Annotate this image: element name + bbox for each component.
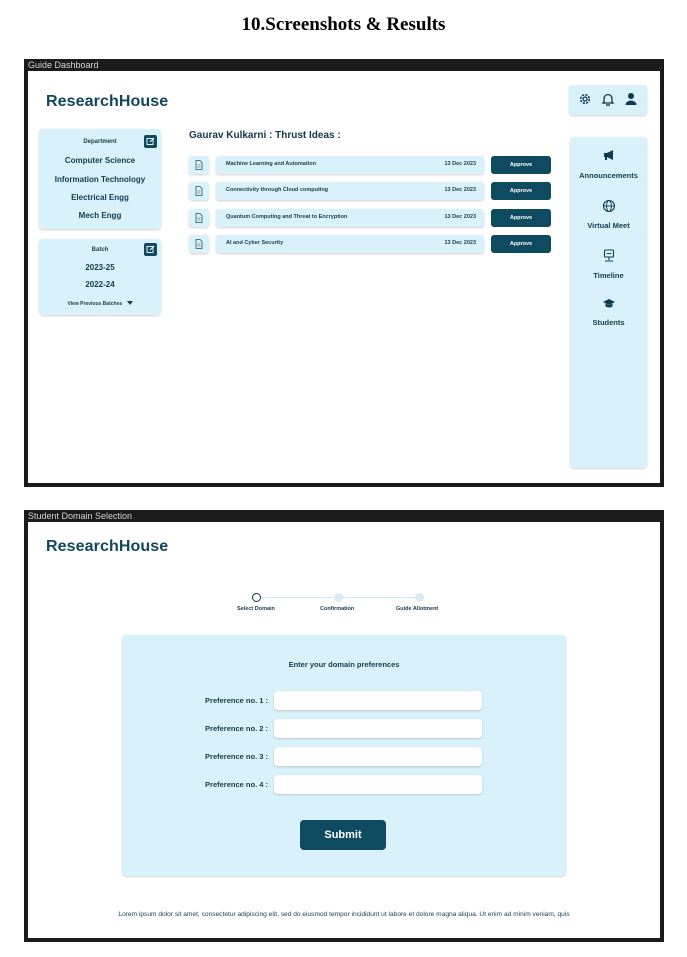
window-label: Guide Dashboard xyxy=(28,60,99,70)
step-dot[interactable] xyxy=(334,593,343,602)
preference-label: Preference no. 1 : xyxy=(205,696,268,705)
department-item[interactable]: Mech Engg xyxy=(78,211,122,220)
department-item[interactable]: Electrical Engg xyxy=(71,193,129,202)
view-previous-batches[interactable] xyxy=(39,301,161,307)
nav-label: Virtual Meet xyxy=(587,221,630,230)
preferences-panel xyxy=(122,635,566,876)
domain-selection-window xyxy=(24,510,664,942)
idea-date: 13 Dec 2023 xyxy=(444,240,476,246)
domain-canvas xyxy=(28,522,660,938)
window-label: Student Domain Selection xyxy=(28,511,133,521)
step-label: Select Domain xyxy=(237,606,275,612)
guide-dashboard-window xyxy=(24,59,664,487)
idea-date: 13 Dec 2023 xyxy=(444,187,476,193)
idea-date: 13 Dec 2023 xyxy=(444,214,476,220)
document-icon xyxy=(195,213,203,223)
step-label: Guide Allotment xyxy=(396,606,439,612)
document-icon-button[interactable] xyxy=(189,156,209,174)
department-item[interactable]: Computer Science xyxy=(64,156,136,165)
preferences-prompt: Enter your domain preferences xyxy=(288,660,400,669)
gear-icon[interactable] xyxy=(578,92,592,106)
department-panel xyxy=(39,129,161,229)
document-icon xyxy=(195,186,203,196)
document-icon-button[interactable] xyxy=(189,235,209,253)
batch-title: Batch xyxy=(91,247,109,253)
preference-input-3[interactable] xyxy=(274,747,482,766)
preference-input-4[interactable] xyxy=(274,775,482,794)
logo[interactable]: ResearchHouse xyxy=(46,538,169,555)
logo[interactable]: ResearchHouse xyxy=(46,93,169,110)
ideas-heading: Gaurav Kulkarni : Thrust Ideas : xyxy=(189,130,341,141)
nav-students[interactable] xyxy=(570,295,647,335)
globe-icon xyxy=(602,199,616,213)
nav-announcements[interactable] xyxy=(570,145,647,185)
chevron-down-icon xyxy=(127,301,133,305)
top-actions-panel xyxy=(569,85,647,115)
idea-bar[interactable] xyxy=(216,235,484,253)
edit-department-button[interactable] xyxy=(144,135,157,148)
document-icon xyxy=(195,160,203,170)
idea-bar[interactable] xyxy=(216,182,484,200)
footer-text: Lorem ipsum dolor sit amet, consectetur adipiscing elit, sed do eiusmod tempor incididunt ut labore et dolore magna aliqua. Ut enim ad minim veniam, quis xyxy=(118,911,570,918)
document-icon xyxy=(195,239,203,249)
step-connector xyxy=(342,597,418,598)
preference-label: Preference no. 4 : xyxy=(205,780,268,789)
department-title: Department xyxy=(83,139,117,145)
idea-title: AI and Cyber Security xyxy=(226,240,284,246)
submit-button[interactable]: Submit xyxy=(300,820,386,850)
nav-timeline[interactable] xyxy=(570,245,647,285)
preference-label: Preference no. 2 : xyxy=(205,724,268,733)
bell-icon[interactable] xyxy=(601,92,615,106)
idea-title: Connectivity through Cloud computing xyxy=(226,187,329,193)
step-connector xyxy=(261,597,338,598)
nav-label: Announcements xyxy=(579,171,638,180)
idea-title: Machine Learning and Automation xyxy=(226,161,316,167)
department-item[interactable]: Information Technology xyxy=(54,175,146,184)
megaphone-icon xyxy=(602,149,616,161)
step-dot[interactable] xyxy=(415,593,424,602)
document-icon-button[interactable] xyxy=(189,209,209,227)
preference-input-1[interactable] xyxy=(274,691,482,710)
idea-title: Quantum Computing and Threat to Encryption xyxy=(226,214,348,220)
right-nav-panel xyxy=(570,137,647,468)
edit-batch-button[interactable] xyxy=(144,243,157,256)
preference-input-2[interactable] xyxy=(274,719,482,738)
approve-button[interactable]: Approve xyxy=(491,182,551,200)
step-label: Confirmation xyxy=(320,606,355,612)
nav-label: Timeline xyxy=(593,271,624,280)
preference-label: Preference no. 3 : xyxy=(205,752,268,761)
batch-item[interactable]: 2023-25 xyxy=(85,263,115,272)
graduation-cap-icon xyxy=(602,298,616,310)
idea-bar[interactable] xyxy=(216,156,484,174)
document-icon-button[interactable] xyxy=(189,182,209,200)
idea-bar[interactable] xyxy=(216,209,484,227)
batch-item[interactable]: 2022-24 xyxy=(85,280,115,289)
nav-virtual-meet[interactable] xyxy=(570,195,647,235)
step-dot-active[interactable] xyxy=(252,593,261,602)
monitor-icon xyxy=(602,249,616,263)
approve-button[interactable]: Approve xyxy=(491,209,551,227)
edit-icon xyxy=(146,245,155,254)
batch-panel xyxy=(39,239,161,315)
document-heading: 10.Screenshots & Results xyxy=(241,14,446,35)
approve-button[interactable]: Approve xyxy=(491,235,551,253)
nav-label: Students xyxy=(592,318,625,327)
idea-date: 13 Dec 2023 xyxy=(444,161,476,167)
view-previous-label: View Previous Batches xyxy=(67,301,123,307)
dashboard-canvas xyxy=(28,71,660,483)
user-icon[interactable] xyxy=(624,92,638,106)
approve-button[interactable]: Approve xyxy=(491,156,551,174)
edit-icon xyxy=(146,137,155,146)
